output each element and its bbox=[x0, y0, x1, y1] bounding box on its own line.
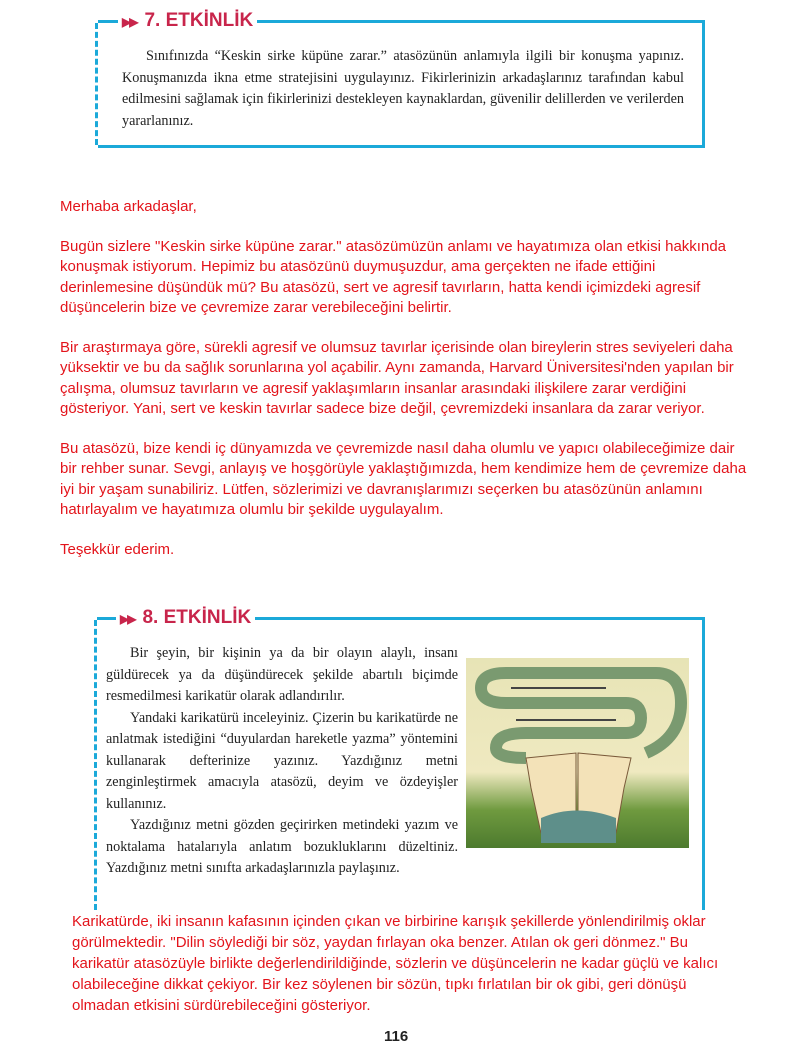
arrow-icon: ▶▶ bbox=[122, 15, 137, 29]
arrow-icon: ▶▶ bbox=[120, 612, 135, 626]
cartoon-image bbox=[466, 658, 689, 848]
answer-7-paragraph: Bugün sizlere "Keskin sirke küpüne zarar." atasözümüzün anlamı ve hayatımıza olan etkisi hakkında konuşmak istiyorum. Hepimiz bu atasözünü duymuşuzdur, ama gerçekten ne ifade ettiğini derinlemesine düşündük mü? Bu atasözü, sert ve agresif tavırların, hatta kendi içimizdeki agresif düşüncelerin bize ve çevremize zarar verebileceğini belirtir. bbox=[60, 237, 726, 316]
activity-7-title-text: 7. ETKİNLİK bbox=[144, 10, 254, 31]
activity-7-title bbox=[118, 10, 257, 32]
page-number: 116 bbox=[384, 1028, 409, 1045]
activity-7-text bbox=[122, 46, 684, 132]
activity-7-paragraph: Sınıfınızda “Keskin sirke küpüne zarar.” atasözünün anlamıyla ilgili bir konuşma yapınız. Konuşmanızda ikna etme stratejisini uygulayınız. Fikirlerinizin arkadaşlarınız tarafından kabul edilmesini sağlamak için fikirlerinizi destekleyen kaynaklardan, güvenilir delillerden ve verilerden yararlanınız. bbox=[122, 48, 684, 129]
answer-7-greeting: Merhaba arkadaşlar, bbox=[60, 198, 197, 215]
dashed-border bbox=[94, 620, 97, 910]
activity-8-paragraph: Bir şeyin, bir kişinin ya da bir olayın alaylı, insanı güldürecek ya da düşündürecek şekilde abartılı biçimde resmedilmesi karikatür olarak adlandırılır. bbox=[106, 645, 458, 704]
answer-8-text: Karikatürde, iki insanın kafasının içinden çıkan ve birbirine karışık şekillerde yönlendirilmiş oklar görülmektedir. "Dilin söylediği bir söz, yaydan fırlayan oka benzer. Atılan ok geri dönmez." Bu karikatür atasözüyle birlikte değerlendirildiğinde, sözlerin ve düşüncelerin ne kadar güçlü ve kalıcı olabileceğine dikkat çekiyor. Bir kez söylenen bir sözün, tıpkı fırlatılan bir ok gibi, geri dönüşü olmadan etkisini sürdürebileceğini gösteriyor. bbox=[72, 913, 719, 1014]
answer-8 bbox=[72, 911, 732, 1016]
activity-8-title bbox=[116, 607, 255, 629]
answer-7-closing: Teşekkür ederim. bbox=[60, 540, 175, 558]
activity-8-paragraph: Yazdığınız metni gözden geçirirken metindeki yazım ve noktalama hatalarıyla anlatım bozukluklarını düzeltiniz. Yazdığınız metni sınıfta arkadaşlarınızla paylaşınız. bbox=[106, 817, 458, 876]
activity-8-title-text: 8. ETKİNLİK bbox=[142, 607, 252, 628]
answer-7-paragraph: Bir araştırmaya göre, sürekli agresif ve olumsuz tavırlar içerisinde olan bireylerin stres seviyeleri daha yüksektir ve bu da sağlık sorunlarına yol açabilir. Aynı zamanda, Harvard Üniversitesi'nden yapılan bir çalışma, olumsuz tavırların ve agresif yaklaşımların insanlar arasındaki ilişkilere zarar verdiğini gösteriyor. Yani, sert ve keskin tavırlar sadece bize değil, çevremizdeki insanlara da zarar veriyor. bbox=[60, 338, 734, 417]
dashed-border bbox=[98, 145, 208, 148]
answer-7 bbox=[60, 197, 750, 579]
answer-7-paragraph: Bu atasözü, bize kendi iç dünyamızda ve çevremizde nasıl daha olumlu ve yapıcı olabileceğimize dair bir rehber sunar. Sevgi, anlayış ve hoşgörüyle yaklaştığımızda, hem kendimize hem de çevremize daha iyi bir yaşam sunabiliriz. Lütfen, sözlerimizi ve davranışlarımızı seçerken bu atasözünün anlamını hatırlayalım ve hayatımıza olumlu bir şekilde uygulayalım. bbox=[60, 439, 747, 518]
dashed-border bbox=[95, 23, 98, 145]
activity-8-paragraph: Yandaki karikatürü inceleyiniz. Çizerin bu karikatürde ne anlatmak istediğini “duyulardan hareketle yazma” yöntemini kullanarak defterinize yazınız. Yazdığınız metni zenginleştirmek amacıyla atasözü, deyim ve özdeyişler kullanınız. bbox=[106, 709, 458, 812]
activity-8-text bbox=[106, 643, 458, 880]
